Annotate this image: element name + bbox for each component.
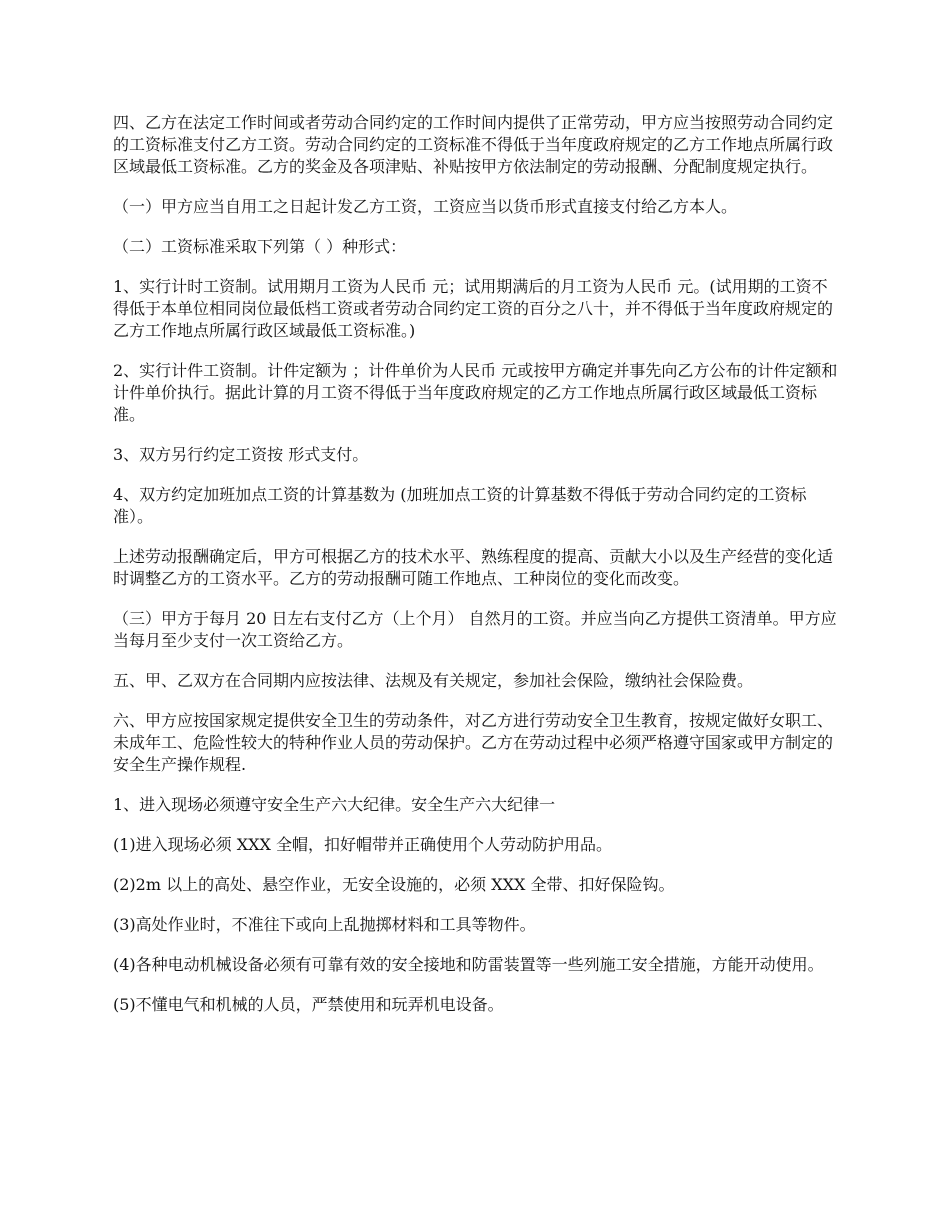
paragraph-labor-safety: 六、甲方应按国家规定提供安全卫生的劳动条件，对乙方进行劳动安全卫生教育，按规定做好女职工、未成年工、危险性较大的特种作业人员的劳动保护。乙方在劳动过程中必须严格遵守国家或甲方制定的安全生产操作规程. [113, 711, 834, 774]
paragraph-pay-date: （三）甲方于每月 20 日左右支付乙方（上个月） 自然月的工资。并应当向乙方提供工资清单。甲方应当每月至少支付一次工资给乙方。 [113, 609, 837, 650]
paragraph-safety-rule-3: (3)高处作业时，不准往下或向上乱抛掷材料和工具等物件。 [113, 915, 536, 934]
paragraph-safety-rule-1: (1)进入现场必须 XXX 全帽，扣好帽带并正确使用个人劳动防护用品。 [113, 835, 613, 854]
paragraph-other-wage-form: 3、双方另行约定工资按 形式支付。 [113, 445, 369, 464]
paragraph-safety-discipline: 1、进入现场必须遵守安全生产六大纪律。安全生产六大纪律一 [113, 795, 556, 814]
paragraph-wage-payment-start: （一）甲方应当自用工之日起计发乙方工资，工资应当以货币形式直接支付给乙方本人。 [113, 197, 738, 216]
paragraph-time-wage: 1、实行计时工资制。试用期月工资为人民币 元；试用期满后的月工资为人民币 元。(试用期的工资不得低于本单位相同岗位最低档工资或者劳动合同约定工资的百分之八十，并不得低于当年度政府规定的乙方工作地点所属行政区域最低工资标准。) [113, 277, 834, 340]
paragraph-overtime-base: 4、双方约定加班加点工资的计算基数为 (加班加点工资的计算基数不得低于劳动合同约定的工资标准）。 [113, 485, 807, 526]
paragraph-wage-standard: 四、乙方在法定工作时间或者劳动合同约定的工作时间内提供了正常劳动，甲方应当按照劳动合同约定的工资标准支付乙方工资。劳动合同约定的工资标准不得低于当年度政府规定的乙方工作地点所属行政区域最低工资标准。乙方的奖金及各项津贴、补贴按甲方依法制定的劳动报酬、分配制度规定执行。 [113, 113, 834, 176]
paragraph-safety-rule-4: (4)各种电动机械设备必须有可靠有效的安全接地和防雷装置等一些列施工安全措施，方能开动使用。 [113, 955, 824, 974]
paragraph-wage-form: （二）工资标准采取下列第（ ）种形式： [113, 237, 407, 256]
paragraph-wage-adjustment: 上述劳动报酬确定后，甲方可根据乙方的技术水平、熟练程度的提高、贡献大小以及生产经营的变化适时调整乙方的工资水平。乙方的劳动报酬可随工作地点、工种岗位的变化而改变。 [113, 547, 834, 588]
paragraph-safety-rule-5: (5)不懂电气和机械的人员，严禁使用和玩弄机电设备。 [113, 995, 504, 1014]
document-body [113, 112, 843, 1034]
paragraph-piece-wage: 2、实行计件工资制。计件定额为 ；计件单价为人民币 元或按甲方确定并事先向乙方公布的计件定额和计件单价执行。据此计算的月工资不得低于当年度政府规定的乙方工作地点所属行政区域最低工资标准。 [113, 361, 838, 424]
paragraph-safety-rule-2: (2)2m 以上的高处、悬空作业，无安全设施的，必须 XXX 全带、扣好保险钩。 [113, 875, 675, 894]
paragraph-social-insurance: 五、甲、乙双方在合同期内应按法律、法规及有关规定，参加社会保险，缴纳社会保险费。 [113, 671, 754, 690]
